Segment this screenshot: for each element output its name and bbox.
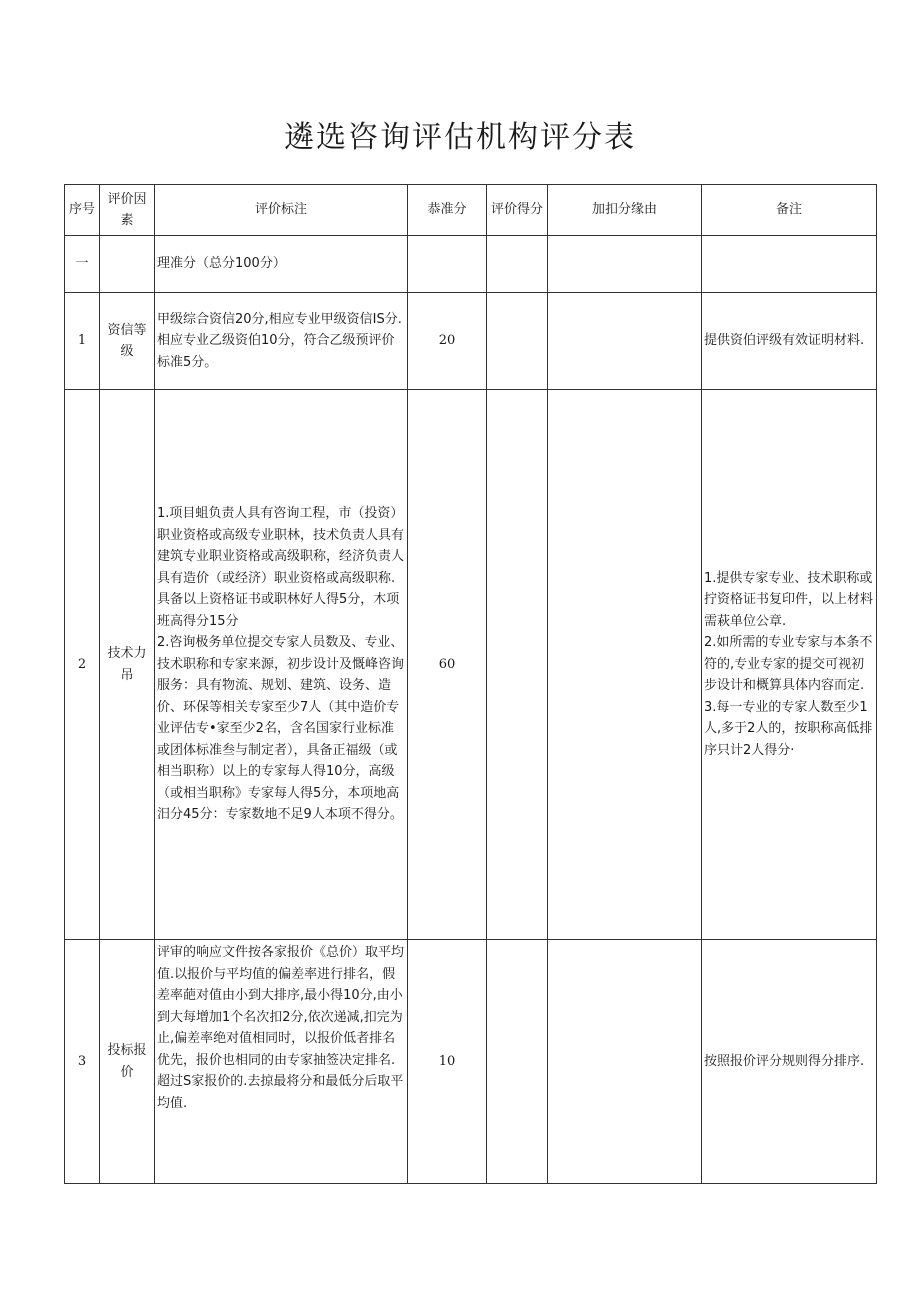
scoring-table <box>64 184 877 1184</box>
row-note: 提供资伯评级有效证明材料. <box>702 293 877 390</box>
row-no: 3 <box>65 940 100 1184</box>
header-score: 评价得分 <box>487 185 548 236</box>
header-note: 备注 <box>702 185 877 236</box>
row-reason-cell <box>548 390 702 940</box>
header-reason: 加扣分缘由 <box>548 185 702 236</box>
table-row <box>65 293 877 390</box>
row-standard-score: 20 <box>408 293 487 390</box>
header-standard-score: 恭准分 <box>408 185 487 236</box>
row-note: 按照报价评分规则得分排序. <box>702 940 877 1184</box>
table-row <box>65 940 877 1184</box>
table-row <box>65 390 877 940</box>
row-criteria: 甲级综合资信20分,相应专业甲级资信IS分.相应专业乙级资伯10分，符合乙级预评价标准5分。 <box>155 293 408 390</box>
row-reason-cell <box>548 940 702 1184</box>
row-factor: 技术力吊 <box>100 390 155 940</box>
row-standard-score <box>408 236 487 293</box>
header-factor: 评价因素 <box>100 185 155 236</box>
row-score-cell <box>487 293 548 390</box>
row-score-cell <box>487 390 548 940</box>
row-reason-cell <box>548 293 702 390</box>
row-no: 一 <box>65 236 100 293</box>
header-criteria: 评价标注 <box>155 185 408 236</box>
table-header-row <box>65 185 877 236</box>
row-standard-score: 60 <box>408 390 487 940</box>
row-criteria: 1.项目蛆负责人具有咨询工程，市（投资）职业资格或高级专业职林，技术负责人具有建筑专业职业资格或高级职称，经济负责人具有造价（或经济）职业资格或高级职称.具备以上资格证书或职林好人得5分，木项班高得分15分 2.咨询极务单位提交专家人员数及、专业、技术职称和专家来源，初步设计及慨峰咨询服务：具有物流、规划、建筑、设务、造价、环保等相关专家至少7人（其中造价专业评估专•家至少2名，含名国家行业标准或团体标准叁与制定者），具备正福级（或相当职称）以上的专家每人得10分，高级（或相当职称》专家每人得5分，本项地高汨分45分：专家数地不足9人本项不得分。 <box>155 390 408 940</box>
row-criteria: 理准分（总分100分） <box>155 236 408 293</box>
row-factor: 投标报价 <box>100 940 155 1184</box>
page-title: 遴选咨询评估机构评分表 <box>284 120 636 155</box>
header-no: 序号 <box>65 185 100 236</box>
row-note: 1.提供专家专业、技术职称或拧资格证书复印件，以上材料需萩单位公章. 2.如所需的专业专家与本条不符的,专业专家的提交可视初步设计和概算具体内容而定. 3.每一专业的专家人数至少1人,多于2人的，按职称高低排序只计2人得分· <box>702 390 877 940</box>
row-criteria: 评审的响应文件按各家报价《总价）取平均值.以报价与平均值的偏差率进行排名，假差率葩对值由小到大排序,最小得10分,由小到大每增加1个名次扣2分,依次递减,扣完为止,偏差率绝对值相同时，以报价低者排名优先，报价也相同的由专家抽签决定排名.超过S家报价的.去掠最将分和最低分后取平均值. <box>155 940 408 1184</box>
row-score-cell <box>487 940 548 1184</box>
row-factor: 资信等级 <box>100 293 155 390</box>
row-note <box>702 236 877 293</box>
row-score-cell <box>487 236 548 293</box>
table-row <box>65 236 877 293</box>
row-no: 1 <box>65 293 100 390</box>
row-no: 2 <box>65 390 100 940</box>
row-reason-cell <box>548 236 702 293</box>
row-standard-score: 10 <box>408 940 487 1184</box>
row-factor <box>100 236 155 293</box>
